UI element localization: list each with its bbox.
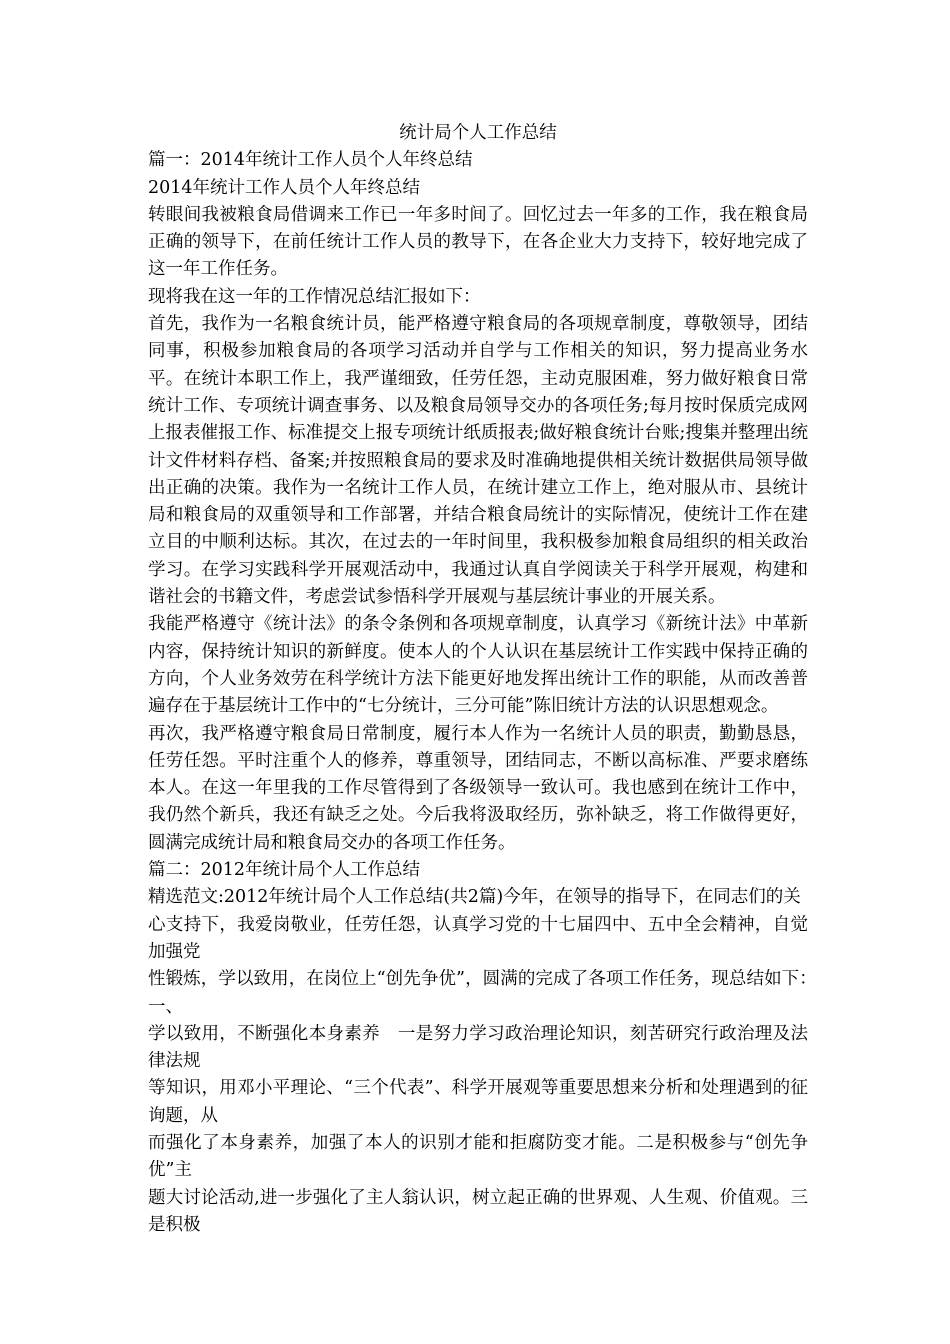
document-page [148, 120, 826, 1239]
paragraph: 心支持下，我爱岗敬业，任劳任怨，认真学习党的十七届四中、五中全会精神，自觉加强党 [148, 914, 808, 962]
document-title: 统计局个人工作总结 [399, 123, 557, 143]
paragraph: 学以致用，不断强化本身素养 一是努力学习政治理论知识，刻苦研究行政治理及法律法规 [148, 1023, 808, 1072]
paragraph: 性锻炼，学以致用，在岗位上“创先争优”，圆满的完成了各项工作任务，现总结如下： 一、 [148, 969, 826, 1017]
paragraph: 精选范文:2012年统计局个人工作总结(共2篇)今年，在领导的指导下，在同志们的关 [148, 887, 801, 908]
paragraph: 首先，我作为一名粮食统计员，能严格遵守粮食局的各项规章制度，尊敬领导，团结同事，积极参加粮食局的各项学习活动并自学与工作相关的知识，努力提高业务水平。在统计本职工作上，我严谨细致，任劳任怨，主动克服困难，努力做好粮食日常统计工作、专项统计调查事务、以及粮食局领导交办的各项任务;每月按时保质完成网上报表催报工作、标准提交上报专项统计纸质报表;做好粮食统计台账;搜集并整理出统计文件材料存档、备案;并按照粮食局的要求及时准确地提供相关统计数据供局领导做出正确的决策。我作为一名统计工作人员，在统计建立工作上，绝对服从市、县统计局和粮食局的双重领导和工作部署，并结合粮食局统计的实际情况，使统计工作在建立目的中顺利达标。其次，在过去的一年时间里，我积极参加粮食局组织的相关政治学习。在学习实践科学开展观活动中，我通过认真自学阅读关于科学开展观，构建和谐社会的书籍文件，考虑尝试参悟科学开展观与基层统计事业的开展关系。 [148, 314, 808, 608]
paragraph: 题大讨论活动,进一步强化了主人翁认识，树立起正确的世界观、人生观、价值观。三是积极 [148, 1187, 808, 1235]
paragraph: 我能严格遵守《统计法》的条令条例和各项规章制度，认真学习《新统计法》中革新内容，保持统计知识的新鲜度。使本人的个人认识在基层统计工作实践中保持正确的方向，个人业务效劳在科学统计方法下能更好地发挥出统计工作的职能，从而改善普遍存在于基层统计工作中的“七分统计，三分可能”陈旧统计方法的认识思想观念。 [148, 614, 808, 717]
section-heading-1: 篇一：2014年统计工作人员个人年终总结 [148, 150, 473, 171]
paragraph: 再次，我严格遵守粮食局日常制度，履行本人作为一名统计人员的职责，勤勤恳恳，任劳任怨。平时注重个人的修养，尊重领导，团结同志，不断以高标准、严要求磨练本人。在这一年里我的工作尽管得到了各级领导一致认可。我也感到在统计工作中，我仍然个新兵，我还有缺乏之处。今后我将汲取经历，弥补缺乏，将工作做得更好，圆满完成统计局和粮食局交办的各项工作任务。 [148, 723, 808, 853]
paragraph: 而强化了本身素养，加强了本人的识别才能和拒腐防变才能。二是积极参与“创先争优”主 [148, 1132, 808, 1181]
paragraph: 等知识，用邓小平理论、“三个代表”、科学开展观等重要思想来分析和处理遇到的征询题，从 [148, 1078, 808, 1126]
paragraph: 现将我在这一年的工作情况总结汇报如下： [148, 286, 481, 307]
paragraph: 转眼间我被粮食局借调来工作已一年多时间了。回忆过去一年多的工作，我在粮食局正确的领导下，在前任统计工作人员的教导下，在各企业大力支持下，较好地完成了这一年工作任务。 [148, 204, 808, 280]
section-heading-2: 篇二：2012年统计局个人工作总结 [148, 860, 421, 881]
subtitle: 2014年统计工作人员个人年终总结 [148, 177, 421, 198]
